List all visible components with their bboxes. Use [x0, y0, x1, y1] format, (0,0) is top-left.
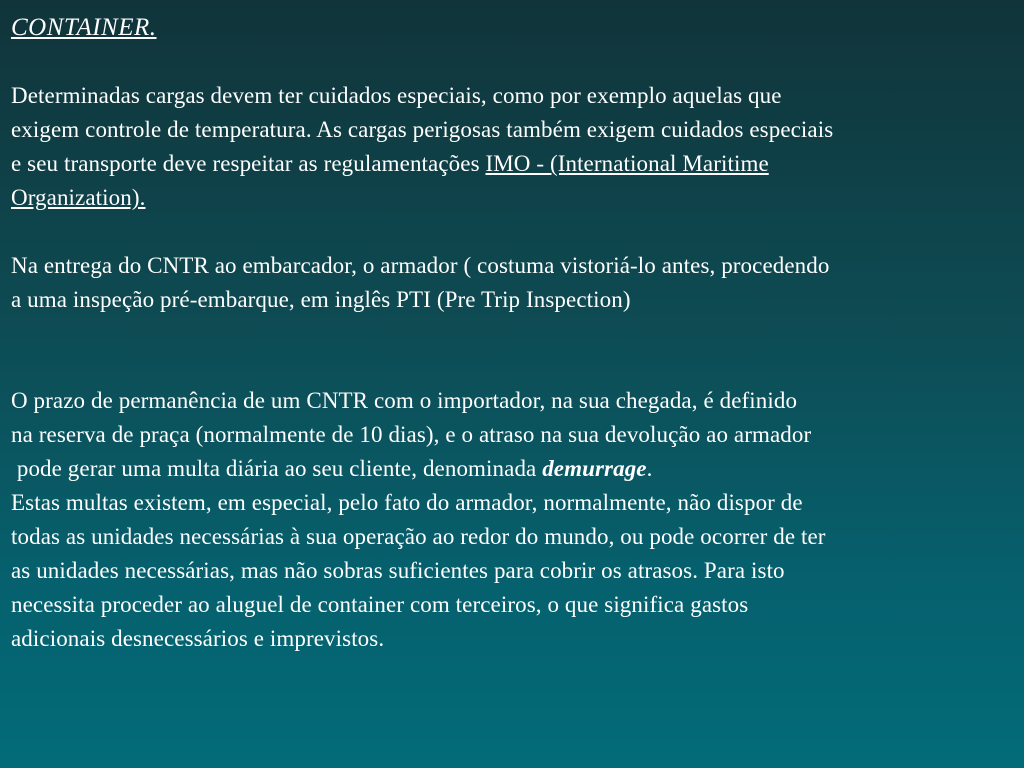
paragraph-line: exigem controle de temperatura. As cargas perigosas também exigem cuidados especiais	[11, 117, 834, 142]
demurrage-term: demurrage	[542, 456, 647, 481]
paragraph-pti	[11, 249, 1015, 317]
paragraph-line: na reserva de praça (normalmente de 10 dias), e o atraso na sua devolução ao armador	[11, 422, 812, 447]
paragraph-line: Na entrega do CNTR ao embarcador, o armador ( costuma vistoriá-lo antes, procedendo	[11, 253, 830, 278]
paragraph-line: Determinadas cargas devem ter cuidados especiais, como por exemplo aquelas que	[11, 83, 782, 108]
text-segment: .	[646, 456, 653, 481]
spacer	[11, 215, 1015, 249]
paragraph-line: O prazo de permanência de um CNTR com o importador, na sua chegada, é definido	[11, 388, 798, 413]
paragraph-cargo-care	[11, 79, 1015, 215]
imo-link[interactable]: IMO - (International Maritime	[485, 151, 769, 176]
paragraph-line: todas as unidades necessárias à sua operação ao redor do mundo, ou pode ocorrer de ter	[11, 524, 826, 549]
paragraph-fines	[11, 486, 1015, 656]
spacer	[11, 46, 1015, 79]
paragraph-line	[11, 181, 1015, 215]
paragraph-line	[11, 452, 1015, 486]
text-segment: pode gerar uma multa diária ao seu cliente, denominada	[11, 456, 543, 481]
paragraph-demurrage	[11, 384, 1015, 486]
paragraph-line: a uma inspeção pré-embarque, em inglês PTI (Pre Trip Inspection)	[11, 287, 631, 312]
text-segment: e seu transporte deve respeitar as regulamentações	[11, 151, 486, 176]
paragraph-line: Estas multas existem, em especial, pelo fato do armador, normalmente, não dispor de	[11, 490, 803, 515]
paragraph-line	[11, 147, 1015, 181]
imo-link-continuation[interactable]: Organization).	[11, 185, 146, 210]
slide-title: CONTAINER.	[11, 14, 157, 41]
slide-content	[11, 10, 1015, 656]
paragraph-line: necessita proceder ao aluguel de container com terceiros, o que significa gastos	[11, 592, 749, 617]
spacer	[11, 317, 1015, 384]
paragraph-line: adicionais desnecessários e imprevistos.	[11, 626, 385, 651]
paragraph-line: as unidades necessárias, mas não sobras suficientes para cobrir os atrasos. Para isto	[11, 558, 785, 583]
